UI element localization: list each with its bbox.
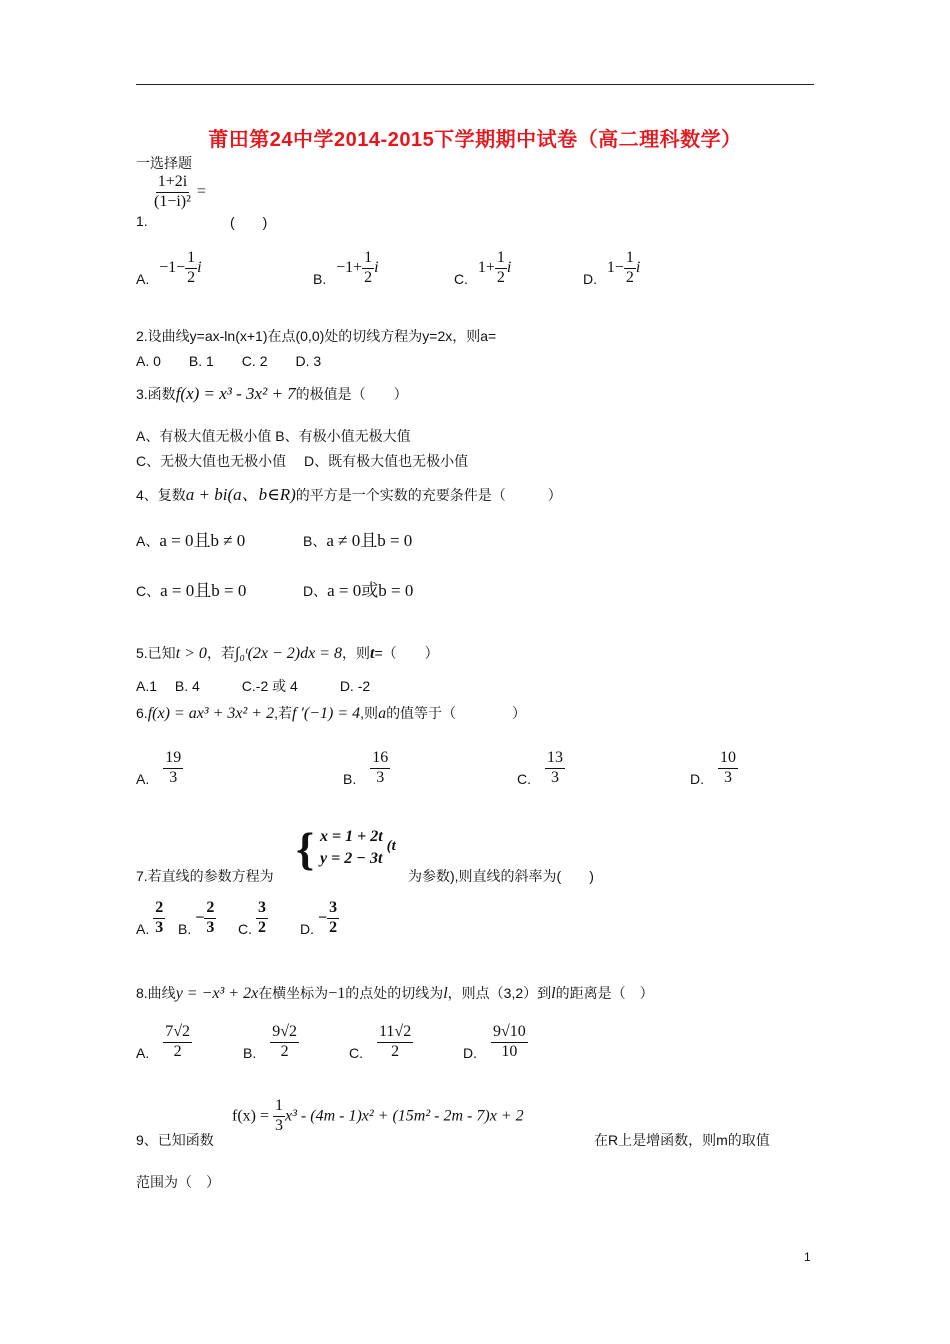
q3-stem: 3.函数f(x) = x³ - 3x² + 7的极值是（ ） xyxy=(136,384,408,403)
q8-stem: 8.曲线y = −x³ + 2x在横坐标为−1的点处的切线为l，则点（3,2）到l的距离是（ ） xyxy=(136,985,654,1002)
q8-option-a: A. $\frac{7√2}{2}$ xyxy=(136,1023,191,1061)
q7-option-c: C. $\frac{3}{2}$ xyxy=(238,899,266,937)
q1-number: 1. xyxy=(136,213,148,229)
q1-fraction: $\frac{1+2i}{\text{(1−i)²}}$ xyxy=(154,173,191,210)
q8-option-b: B. $\frac{9√2}{2}$ xyxy=(243,1023,298,1061)
section-heading: 一选择题 xyxy=(136,155,192,171)
q1-answer-paren: ( ) xyxy=(230,214,268,230)
q6-option-c: C. $\frac{13}{3}$ xyxy=(517,749,563,787)
q7-option-a: A. $\frac{2}{3}$ xyxy=(136,899,164,937)
q6-option-b: B. $\frac{16}{3}$ xyxy=(343,749,389,787)
q1-expression: $\frac{1+2i}{\text{(1−i)²}}$ = xyxy=(154,173,206,210)
q2-options: A. 0 B. 1 C. 2 D. 3 xyxy=(136,353,322,369)
q1-option-d: D. 1− $\frac{1}{2}$ i xyxy=(583,249,641,287)
q6-option-d: D. $\frac{10}{3}$ xyxy=(690,749,736,787)
q7-option-d: D.− $\frac{3}{2}$ xyxy=(300,899,338,937)
page-number: 1 xyxy=(804,1250,811,1264)
q9-lead: 9、已知函数 xyxy=(136,1132,214,1148)
q5-stem: 5.已知t > 0，若∫₀ᵗ(2x − 2)dx = 8，则t=（ ） xyxy=(136,645,439,662)
q1-option-c: C. 1+ $\frac{1}{2}$ i xyxy=(454,249,512,287)
q7-option-b: B.− $\frac{2}{3}$ xyxy=(178,899,215,937)
q9-formula: f(x) = $\frac{1}{3}$ x³ - (4m - 1)x² + (15m² - 2m - 7)x + 2 xyxy=(232,1097,524,1134)
q8-option-d: D. $\frac{9√10}{10}$ xyxy=(463,1023,526,1061)
q7-tail: 为参数),则直线的斜率为( ) xyxy=(408,868,594,884)
q9-tail: 在R上是增函数，则m的取值 xyxy=(594,1132,770,1148)
q1-option-b: B. −1+ $\frac{1}{2}$ i xyxy=(313,249,379,287)
q9-line2: 范围为（ ） xyxy=(136,1174,220,1190)
q3-options-ab: A、有极大值无极小值 B、有极小值无极大值 xyxy=(136,428,411,444)
q8-option-c: C. $\frac{11√2}{2}$ xyxy=(349,1023,412,1061)
q5-options: A.1 B. 4 C.-2 或 4 D. -2 xyxy=(136,678,371,694)
header-rule xyxy=(136,84,814,85)
q6-option-a: A. $\frac{19}{3}$ xyxy=(136,749,182,787)
q4-option-c: C、a = 0且b = 0 xyxy=(136,581,247,600)
q4-stem: 4、复数a + bi(a、b∈R)的平方是一个实数的充要条件是（ ） xyxy=(136,485,562,504)
q1-option-a: A. −1− $\frac{1}{2}$ i xyxy=(136,249,202,287)
q2-text: 2.设曲线y=ax-ln(x+1)在点(0,0)处的切线方程为y=2x，则a= xyxy=(136,328,497,344)
q7-system: { x = 1 + 2t y = 2 − 3t (t xyxy=(296,823,396,874)
q3-options-cd: C、无极大值也无极小值 D、既有极大值也无极小值 xyxy=(136,453,469,469)
q4-option-d: D、a = 0或b = 0 xyxy=(303,581,414,600)
q6-stem: 6.f(x) = ax³ + 3x² + 2,若f ′(−1) = 4,则a的值等于（ ） xyxy=(136,705,527,722)
q7-lead: 7.若直线的参数方程为 xyxy=(136,868,274,884)
page-title: 莆田第24中学2014-2015下学期期中试卷（高二理科数学） xyxy=(208,129,742,151)
q4-option-b: B、a ≠ 0且b = 0 xyxy=(303,531,413,550)
q4-option-a: A、a = 0且b ≠ 0 xyxy=(136,531,246,550)
